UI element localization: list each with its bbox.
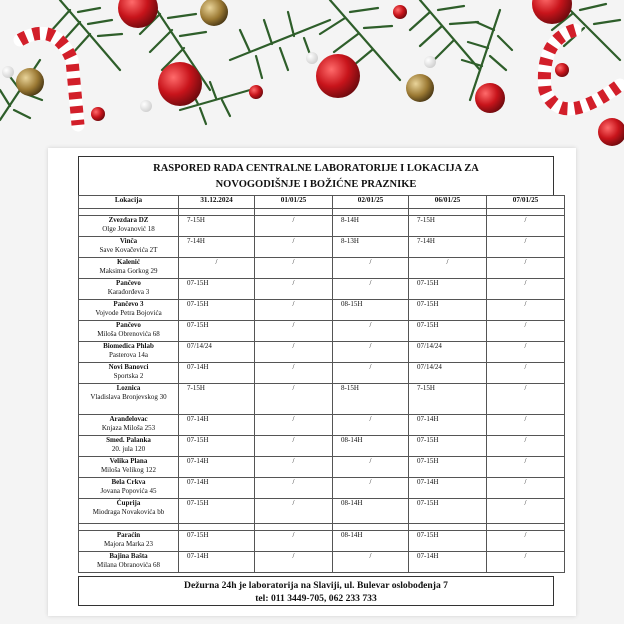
table-row: [79, 499, 565, 524]
hours-cell: 07-14H: [179, 478, 255, 499]
location-name: Paraćin: [116, 531, 141, 539]
location-address: Olge Jovanović 18: [102, 224, 155, 233]
hours-cell: /: [333, 258, 409, 279]
col-header-date: 06/01/25: [409, 196, 487, 209]
hours-cell: /: [255, 258, 333, 279]
table-row: [79, 457, 565, 478]
location-name: Novi Banovci: [108, 363, 149, 371]
schedule-table: [78, 195, 565, 573]
table-row: [79, 415, 565, 436]
hours-cell: 07-15H: [409, 457, 487, 478]
location-cell: [79, 237, 179, 258]
location-address: Milana Obranovića 68: [97, 560, 160, 569]
hours-cell: /: [255, 342, 333, 363]
table-row: [79, 216, 565, 237]
hours-cell: 07-15H: [409, 279, 487, 300]
location-address: Vojvode Petra Bojovića: [95, 308, 162, 317]
footer-line-1: Dežurna 24h je laboratorija na Slaviji, ul. Bulevar oslobođenja 7: [184, 580, 448, 591]
hours-cell: 07-15H: [409, 499, 487, 524]
col-header-location: Lokacija: [79, 196, 179, 209]
hours-cell: 08-14H: [333, 436, 409, 457]
on-duty-footer: [78, 576, 554, 606]
spacer-row: [79, 209, 565, 216]
location-cell: [79, 552, 179, 573]
hours-cell: /: [487, 363, 565, 384]
hours-cell: /: [487, 499, 565, 524]
spacer-cell: [487, 524, 565, 531]
col-header-date: 01/01/25: [255, 196, 333, 209]
location-cell: [79, 216, 179, 237]
hours-cell: 07-14H: [409, 552, 487, 573]
document-title: [78, 156, 554, 196]
hours-cell: /: [487, 531, 565, 552]
hours-cell: /: [333, 279, 409, 300]
location-address: Save Kovačevića 2T: [99, 245, 158, 254]
hours-cell: /: [487, 300, 565, 321]
location-address: 20. jula 120: [111, 444, 146, 453]
hours-cell: 07-15H: [179, 436, 255, 457]
hours-cell: /: [255, 499, 333, 524]
spacer-cell: [487, 209, 565, 216]
table-row: [79, 279, 565, 300]
location-cell: [79, 478, 179, 499]
hours-cell: /: [255, 478, 333, 499]
gold-ornament: [406, 74, 434, 102]
hours-cell: 08-15H: [333, 300, 409, 321]
hours-cell: 07-14H: [179, 415, 255, 436]
hours-cell: 07/14/24: [179, 342, 255, 363]
hours-cell: 07-15H: [179, 531, 255, 552]
hours-cell: 07-15H: [179, 499, 255, 524]
hours-cell: /: [487, 342, 565, 363]
hours-cell: /: [333, 478, 409, 499]
hours-cell: 7-14H: [409, 237, 487, 258]
spacer-cell: [409, 524, 487, 531]
location-name: Pančevo: [116, 321, 141, 329]
hours-cell: /: [255, 237, 333, 258]
pearl-ornament: [424, 56, 436, 68]
hours-cell: /: [487, 552, 565, 573]
table-row: [79, 321, 565, 342]
red-ornament: [598, 118, 624, 146]
hours-cell: /: [333, 415, 409, 436]
col-header-date: 31.12.2024: [179, 196, 255, 209]
location-cell: [79, 279, 179, 300]
spacer-cell: [333, 524, 409, 531]
title-line-2: NOVOGODIŠNJE I BOŽIĆNE PRAZNIKE: [215, 179, 417, 190]
hours-cell: /: [487, 279, 565, 300]
schedule-document: [48, 148, 576, 616]
location-address: Sportska 2: [113, 371, 144, 380]
location-name: Smed. Palanka: [106, 436, 151, 444]
hours-cell: /: [179, 258, 255, 279]
location-address: Miloša Velikog 122: [100, 465, 157, 474]
hours-cell: 07-14H: [179, 552, 255, 573]
location-address: Maksima Gorkog 29: [99, 266, 158, 275]
hours-cell: /: [487, 216, 565, 237]
red-ornament: [475, 83, 505, 113]
hours-cell: 07-14H: [409, 478, 487, 499]
hours-cell: /: [333, 552, 409, 573]
location-name: Biomedica Phlab: [103, 342, 154, 350]
hours-cell: /: [487, 415, 565, 436]
red-ornament: [393, 5, 407, 19]
col-header-date: 02/01/25: [333, 196, 409, 209]
hours-cell: 07-15H: [409, 321, 487, 342]
location-name: Vinča: [119, 237, 138, 245]
red-ornament: [532, 0, 572, 24]
red-ornament: [555, 63, 569, 77]
hours-cell: 7-15H: [409, 216, 487, 237]
spacer-cell: [179, 524, 255, 531]
location-name: Aranđelovac: [109, 415, 148, 423]
location-cell: [79, 342, 179, 363]
hours-cell: /: [255, 384, 333, 415]
location-name: Bajina Bašta: [109, 552, 148, 560]
hours-cell: /: [255, 279, 333, 300]
spacer-cell: [409, 209, 487, 216]
hours-cell: /: [487, 321, 565, 342]
hours-cell: 07-14H: [179, 363, 255, 384]
location-cell: [79, 363, 179, 384]
hours-cell: 07-15H: [409, 531, 487, 552]
hours-cell: /: [255, 321, 333, 342]
hours-cell: /: [255, 552, 333, 573]
pearl-ornament: [2, 66, 14, 78]
hours-cell: 07/14/24: [409, 363, 487, 384]
location-address: Vladislava Bronjevskog 30: [90, 392, 167, 401]
red-ornament: [316, 54, 360, 98]
hours-cell: /: [255, 300, 333, 321]
location-name: Pančevo: [116, 279, 141, 287]
hours-cell: 08-14H: [333, 499, 409, 524]
table-row: [79, 384, 565, 415]
location-name: Kalenić: [117, 258, 140, 266]
location-name: Ćuprija: [116, 499, 141, 507]
spacer-cell: [79, 209, 179, 216]
hours-cell: /: [255, 457, 333, 478]
location-cell: [79, 499, 179, 524]
table-row: [79, 300, 565, 321]
hours-cell: /: [487, 478, 565, 499]
red-ornament: [118, 0, 158, 28]
hours-cell: 8-14H: [333, 216, 409, 237]
title-line-1: RASPORED RADA CENTRALNE LABORATORIJE I LOKACIJA ZA: [153, 163, 479, 174]
hours-cell: /: [255, 216, 333, 237]
hours-cell: /: [333, 363, 409, 384]
spacer-cell: [79, 524, 179, 531]
hours-cell: 8-15H: [333, 384, 409, 415]
location-address: Karađorđeva 3: [107, 287, 150, 296]
hours-cell: /: [333, 342, 409, 363]
hours-cell: 07-15H: [179, 279, 255, 300]
location-address: Miloša Obrenovića 68: [97, 329, 160, 338]
hours-cell: /: [409, 258, 487, 279]
col-header-date: 07/01/25: [487, 196, 565, 209]
location-cell: [79, 531, 179, 552]
hours-cell: 07/14/24: [409, 342, 487, 363]
location-address: Pasterova 14a: [108, 350, 149, 359]
location-name: Bela Crkva: [111, 478, 146, 486]
pearl-ornament: [140, 100, 152, 112]
table-row: [79, 436, 565, 457]
gold-ornament: [16, 68, 44, 96]
gold-ornament: [200, 0, 228, 26]
table-row: [79, 552, 565, 573]
hours-cell: /: [255, 363, 333, 384]
hours-cell: 07-15H: [179, 300, 255, 321]
hours-cell: 07-15H: [179, 321, 255, 342]
table-body: [79, 209, 565, 573]
table-row: [79, 237, 565, 258]
hours-cell: 07-14H: [179, 457, 255, 478]
hours-cell: /: [255, 436, 333, 457]
hours-cell: /: [255, 531, 333, 552]
table-row: [79, 363, 565, 384]
table-row: [79, 531, 565, 552]
spacer-cell: [255, 209, 333, 216]
table-header-row: [79, 196, 565, 209]
hours-cell: /: [487, 436, 565, 457]
location-address: Majora Marka 23: [104, 539, 153, 548]
location-address: Jovana Popovića 45: [100, 486, 157, 495]
red-ornament: [158, 62, 202, 106]
location-name: Pančevo 3: [113, 300, 144, 308]
hours-cell: /: [333, 457, 409, 478]
hours-cell: 7-15H: [179, 216, 255, 237]
location-cell: [79, 436, 179, 457]
location-cell: [79, 415, 179, 436]
location-address: Miodraga Novakovića bb: [92, 507, 165, 516]
hours-cell: 08-14H: [333, 531, 409, 552]
table-row: [79, 478, 565, 499]
christmas-decor-banner: [0, 0, 624, 160]
spacer-cell: [333, 209, 409, 216]
spacer-cell: [179, 209, 255, 216]
location-address: Knjaza Miloša 253: [101, 423, 156, 432]
hours-cell: 7-14H: [179, 237, 255, 258]
hours-cell: 7-15H: [179, 384, 255, 415]
location-cell: [79, 300, 179, 321]
red-ornament: [91, 107, 105, 121]
hours-cell: /: [487, 457, 565, 478]
footer-line-2: tel: 011 3449-705, 062 233 733: [255, 593, 377, 604]
hours-cell: /: [333, 321, 409, 342]
location-cell: [79, 321, 179, 342]
hours-cell: 07-15H: [409, 300, 487, 321]
hours-cell: /: [255, 415, 333, 436]
location-cell: [79, 457, 179, 478]
location-name: Velika Plana: [109, 457, 148, 465]
spacer-row: [79, 524, 565, 531]
spacer-cell: [255, 524, 333, 531]
location-cell: [79, 384, 179, 415]
hours-cell: 07-14H: [409, 415, 487, 436]
hours-cell: /: [487, 237, 565, 258]
red-ornament: [249, 85, 263, 99]
hours-cell: 07-15H: [409, 436, 487, 457]
pearl-ornament: [306, 52, 318, 64]
hours-cell: /: [487, 258, 565, 279]
location-name: Loznica: [116, 384, 141, 392]
location-name: Zvezdara DZ: [108, 216, 149, 224]
location-cell: [79, 258, 179, 279]
table-row: [79, 258, 565, 279]
table-row: [79, 342, 565, 363]
hours-cell: 8-13H: [333, 237, 409, 258]
hours-cell: /: [487, 384, 565, 415]
hours-cell: 7-15H: [409, 384, 487, 415]
